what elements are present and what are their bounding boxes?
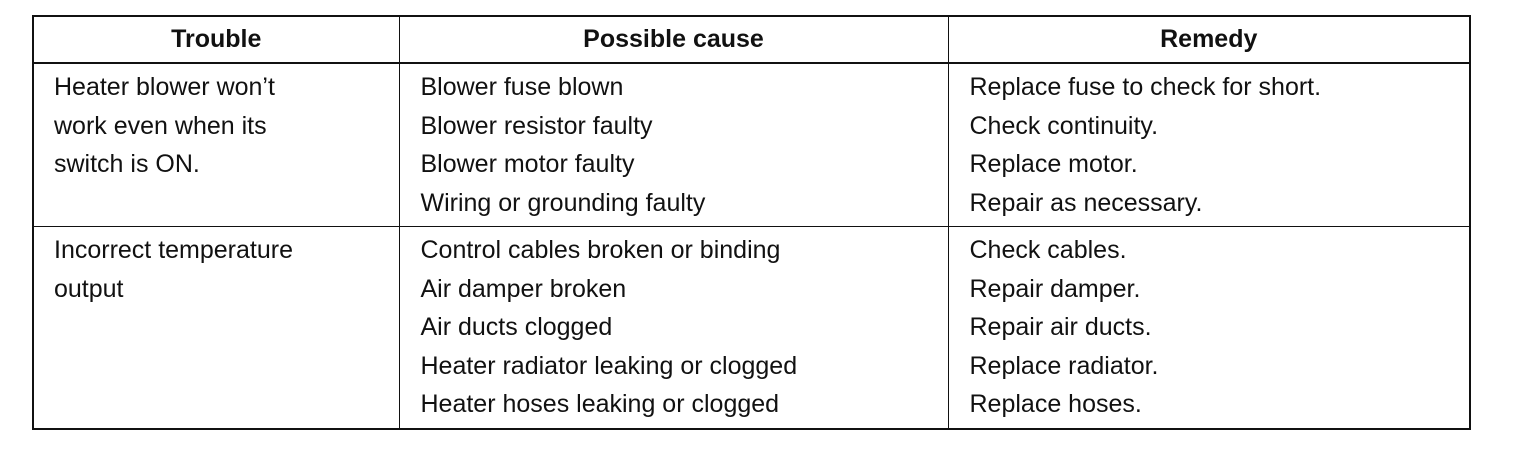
cause-item: Blower resistor faulty	[420, 111, 653, 140]
column-header-possible-cause: Possible cause	[399, 16, 948, 63]
column-header-remedy: Remedy	[948, 16, 1470, 63]
remedy-item: Check cables.	[969, 236, 1127, 264]
remedy-item: Repair as necessary.	[969, 188, 1203, 217]
trouble-text: output	[54, 274, 124, 303]
remedy-item: Repair damper.	[969, 274, 1141, 303]
remedy-item: Replace fuse to check for short.	[969, 73, 1322, 101]
cause-item: Heater hoses leaking or clogged	[420, 390, 780, 418]
troubleshooting-table	[32, 15, 1471, 430]
possible-cause-cell	[399, 63, 948, 227]
remedy-item: Replace motor.	[969, 150, 1138, 178]
table-row	[33, 227, 1470, 429]
cause-item: Heater radiator leaking or clogged	[420, 351, 798, 380]
remedy-cell	[948, 63, 1470, 227]
cause-item: Control cables broken or binding	[420, 236, 781, 264]
trouble-text: Incorrect temperature	[54, 236, 293, 264]
cause-item: Blower motor faulty	[420, 150, 635, 178]
trouble-cell	[33, 227, 399, 429]
table-header-row	[33, 16, 1470, 63]
possible-cause-cell	[399, 227, 948, 429]
cause-item: Wiring or grounding faulty	[420, 188, 706, 217]
remedy-item: Check continuity.	[969, 111, 1159, 140]
remedy-cell	[948, 227, 1470, 429]
column-header-trouble: Trouble	[33, 16, 399, 63]
table-row	[33, 63, 1470, 227]
cause-item: Air ducts clogged	[420, 313, 613, 341]
remedy-item: Replace hoses.	[969, 390, 1142, 418]
trouble-text: switch is ON.	[54, 150, 200, 178]
trouble-text: Heater blower won’t	[54, 73, 275, 101]
trouble-text: work even when its	[54, 111, 267, 140]
cause-item: Air damper broken	[420, 274, 627, 303]
cause-item: Blower fuse blown	[420, 73, 624, 101]
remedy-item: Replace radiator.	[969, 351, 1159, 380]
remedy-item: Repair air ducts.	[969, 313, 1152, 341]
trouble-cell	[33, 63, 399, 227]
